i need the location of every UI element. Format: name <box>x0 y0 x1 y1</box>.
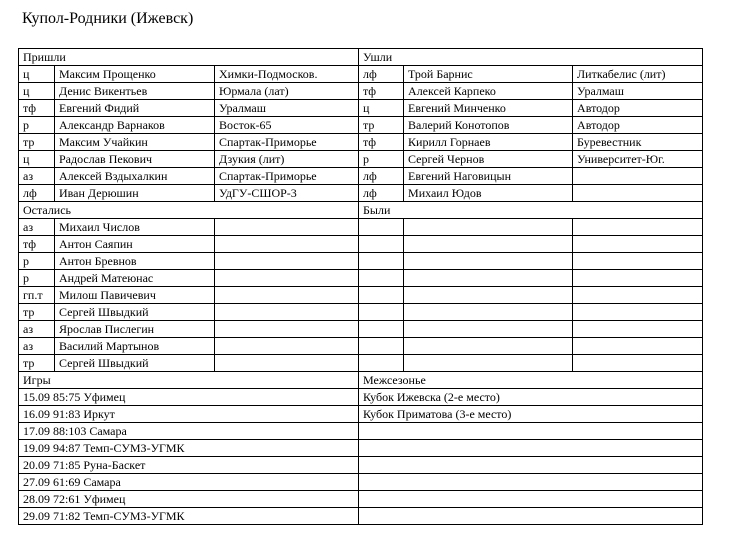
stayed-extra <box>215 304 359 321</box>
left-position: тф <box>359 134 404 151</box>
arrived-position: ц <box>19 66 55 83</box>
left-position: лф <box>359 185 404 202</box>
offseason-item <box>359 423 703 440</box>
were-position <box>359 253 404 270</box>
arrived-club: УдГУ-СШОР-3 <box>215 185 359 202</box>
were-name <box>404 236 573 253</box>
were-position <box>359 321 404 338</box>
arrived-position: ц <box>19 83 55 100</box>
section-header-row <box>19 372 703 389</box>
games-row <box>19 440 703 457</box>
arrived-name: Евгений Фидий <box>55 100 215 117</box>
stayed-extra <box>215 321 359 338</box>
left-position: лф <box>359 66 404 83</box>
were-club <box>573 270 703 287</box>
offseason-item <box>359 440 703 457</box>
left-club: Буревестник <box>573 134 703 151</box>
left-position: ц <box>359 100 404 117</box>
stayed-name: Антон Саяпин <box>55 236 215 253</box>
were-name <box>404 270 573 287</box>
left-club: Автодор <box>573 100 703 117</box>
were-name <box>404 219 573 236</box>
were-position <box>359 338 404 355</box>
stayed-extra <box>215 270 359 287</box>
left-club: Университет-Юг. <box>573 151 703 168</box>
page-title: Купол-Родники (Ижевск) <box>22 10 194 27</box>
were-name <box>404 304 573 321</box>
arrived-club: Юрмала (лат) <box>215 83 359 100</box>
games-row <box>19 423 703 440</box>
were-club <box>573 355 703 372</box>
transfer-row <box>19 66 703 83</box>
were-club <box>573 236 703 253</box>
stayed-name: Михаил Числов <box>55 219 215 236</box>
left-name: Сергей Чернов <box>404 151 573 168</box>
were-name <box>404 253 573 270</box>
left-club: Автодор <box>573 117 703 134</box>
left-position: лф <box>359 168 404 185</box>
arrived-club: Уралмаш <box>215 100 359 117</box>
left-name: Евгений Наговицын <box>404 168 573 185</box>
arrived-club: Дзукия (лит) <box>215 151 359 168</box>
stayed-row <box>19 355 703 372</box>
left-name: Евгений Минченко <box>404 100 573 117</box>
offseason-item <box>359 491 703 508</box>
arrived-name: Александр Варнаков <box>55 117 215 134</box>
stayed-position: тр <box>19 355 55 372</box>
stayed-row <box>19 219 703 236</box>
arrived-name: Максим Учайкин <box>55 134 215 151</box>
offseason-item <box>359 474 703 491</box>
game-result: 28.09 72:61 Уфимец <box>19 491 359 508</box>
section-header-offseason: Межсезонье <box>359 372 703 389</box>
game-result: 16.09 91:83 Иркут <box>19 406 359 423</box>
roster-table <box>18 48 703 525</box>
stayed-row <box>19 236 703 253</box>
stayed-row <box>19 304 703 321</box>
game-result: 29.09 71:82 Темп-СУМЗ-УГМК <box>19 508 359 525</box>
stayed-name: Андрей Матеюнас <box>55 270 215 287</box>
left-name: Валерий Конотопов <box>404 117 573 134</box>
games-row <box>19 457 703 474</box>
stayed-position: тф <box>19 236 55 253</box>
stayed-extra <box>215 236 359 253</box>
stayed-name: Милош Павичевич <box>55 287 215 304</box>
left-name: Алексей Карпеко <box>404 83 573 100</box>
arrived-position: лф <box>19 185 55 202</box>
stayed-name: Сергей Швыдкий <box>55 304 215 321</box>
game-result: 15.09 85:75 Уфимец <box>19 389 359 406</box>
were-club <box>573 253 703 270</box>
left-name: Трой Барнис <box>404 66 573 83</box>
arrived-club: Восток-65 <box>215 117 359 134</box>
left-position: р <box>359 151 404 168</box>
arrived-name: Алексей Вздыхалкин <box>55 168 215 185</box>
stayed-extra <box>215 253 359 270</box>
stayed-row <box>19 253 703 270</box>
transfer-row <box>19 185 703 202</box>
left-position: тф <box>359 83 404 100</box>
stayed-row <box>19 287 703 304</box>
stayed-position: аз <box>19 219 55 236</box>
were-club <box>573 287 703 304</box>
arrived-name: Радослав Пекович <box>55 151 215 168</box>
were-position <box>359 304 404 321</box>
were-name <box>404 338 573 355</box>
section-header-stayed: Остались <box>19 202 359 219</box>
were-name <box>404 287 573 304</box>
were-club <box>573 321 703 338</box>
stayed-name: Василий Мартынов <box>55 338 215 355</box>
offseason-item: Кубок Приматова (3-е место) <box>359 406 703 423</box>
stayed-extra <box>215 219 359 236</box>
were-position <box>359 236 404 253</box>
arrived-position: ц <box>19 151 55 168</box>
stayed-row <box>19 321 703 338</box>
arrived-position: аз <box>19 168 55 185</box>
arrived-club: Спартак-Приморье <box>215 134 359 151</box>
offseason-item <box>359 508 703 525</box>
arrived-name: Максим Прощенко <box>55 66 215 83</box>
games-row <box>19 474 703 491</box>
arrived-position: тф <box>19 100 55 117</box>
were-position <box>359 287 404 304</box>
transfer-row <box>19 83 703 100</box>
arrived-name: Денис Викентьев <box>55 83 215 100</box>
stayed-position: аз <box>19 321 55 338</box>
transfer-row <box>19 100 703 117</box>
section-header-left: Ушли <box>359 49 703 66</box>
stayed-position: тр <box>19 304 55 321</box>
were-club <box>573 304 703 321</box>
left-club <box>573 185 703 202</box>
section-header-games: Игры <box>19 372 359 389</box>
games-row <box>19 491 703 508</box>
transfer-row <box>19 134 703 151</box>
were-name <box>404 355 573 372</box>
stayed-name: Антон Бревнов <box>55 253 215 270</box>
stayed-extra <box>215 287 359 304</box>
section-header-were: Были <box>359 202 703 219</box>
arrived-name: Иван Дерюшин <box>55 185 215 202</box>
arrived-club: Спартак-Приморье <box>215 168 359 185</box>
left-club: Литкабелис (лит) <box>573 66 703 83</box>
were-club <box>573 219 703 236</box>
arrived-position: тр <box>19 134 55 151</box>
games-row <box>19 406 703 423</box>
were-club <box>573 338 703 355</box>
transfer-row <box>19 117 703 134</box>
were-position <box>359 270 404 287</box>
game-result: 19.09 94:87 Темп-СУМЗ-УГМК <box>19 440 359 457</box>
were-position <box>359 355 404 372</box>
stayed-row <box>19 338 703 355</box>
stayed-row <box>19 270 703 287</box>
were-name <box>404 321 573 338</box>
left-name: Михаил Юдов <box>404 185 573 202</box>
stayed-extra <box>215 338 359 355</box>
transfer-row <box>19 151 703 168</box>
games-row <box>19 508 703 525</box>
offseason-item <box>359 457 703 474</box>
stayed-name: Ярослав Пислегин <box>55 321 215 338</box>
game-result: 20.09 71:85 Руна-Баскет <box>19 457 359 474</box>
game-result: 27.09 61:69 Самара <box>19 474 359 491</box>
were-position <box>359 219 404 236</box>
games-row <box>19 389 703 406</box>
stayed-position: аз <box>19 338 55 355</box>
offseason-item: Кубок Ижевска (2-е место) <box>359 389 703 406</box>
section-header-arrived: Пришли <box>19 49 359 66</box>
stayed-position: р <box>19 253 55 270</box>
stayed-extra <box>215 355 359 372</box>
arrived-club: Химки-Подмосков. <box>215 66 359 83</box>
section-header-row <box>19 49 703 66</box>
stayed-position: гп.т <box>19 287 55 304</box>
left-position: тр <box>359 117 404 134</box>
stayed-position: р <box>19 270 55 287</box>
left-club: Уралмаш <box>573 83 703 100</box>
transfer-row <box>19 168 703 185</box>
left-name: Кирилл Горнаев <box>404 134 573 151</box>
arrived-position: р <box>19 117 55 134</box>
game-result: 17.09 88:103 Самара <box>19 423 359 440</box>
stayed-name: Сергей Швыдкий <box>55 355 215 372</box>
section-header-row <box>19 202 703 219</box>
left-club <box>573 168 703 185</box>
